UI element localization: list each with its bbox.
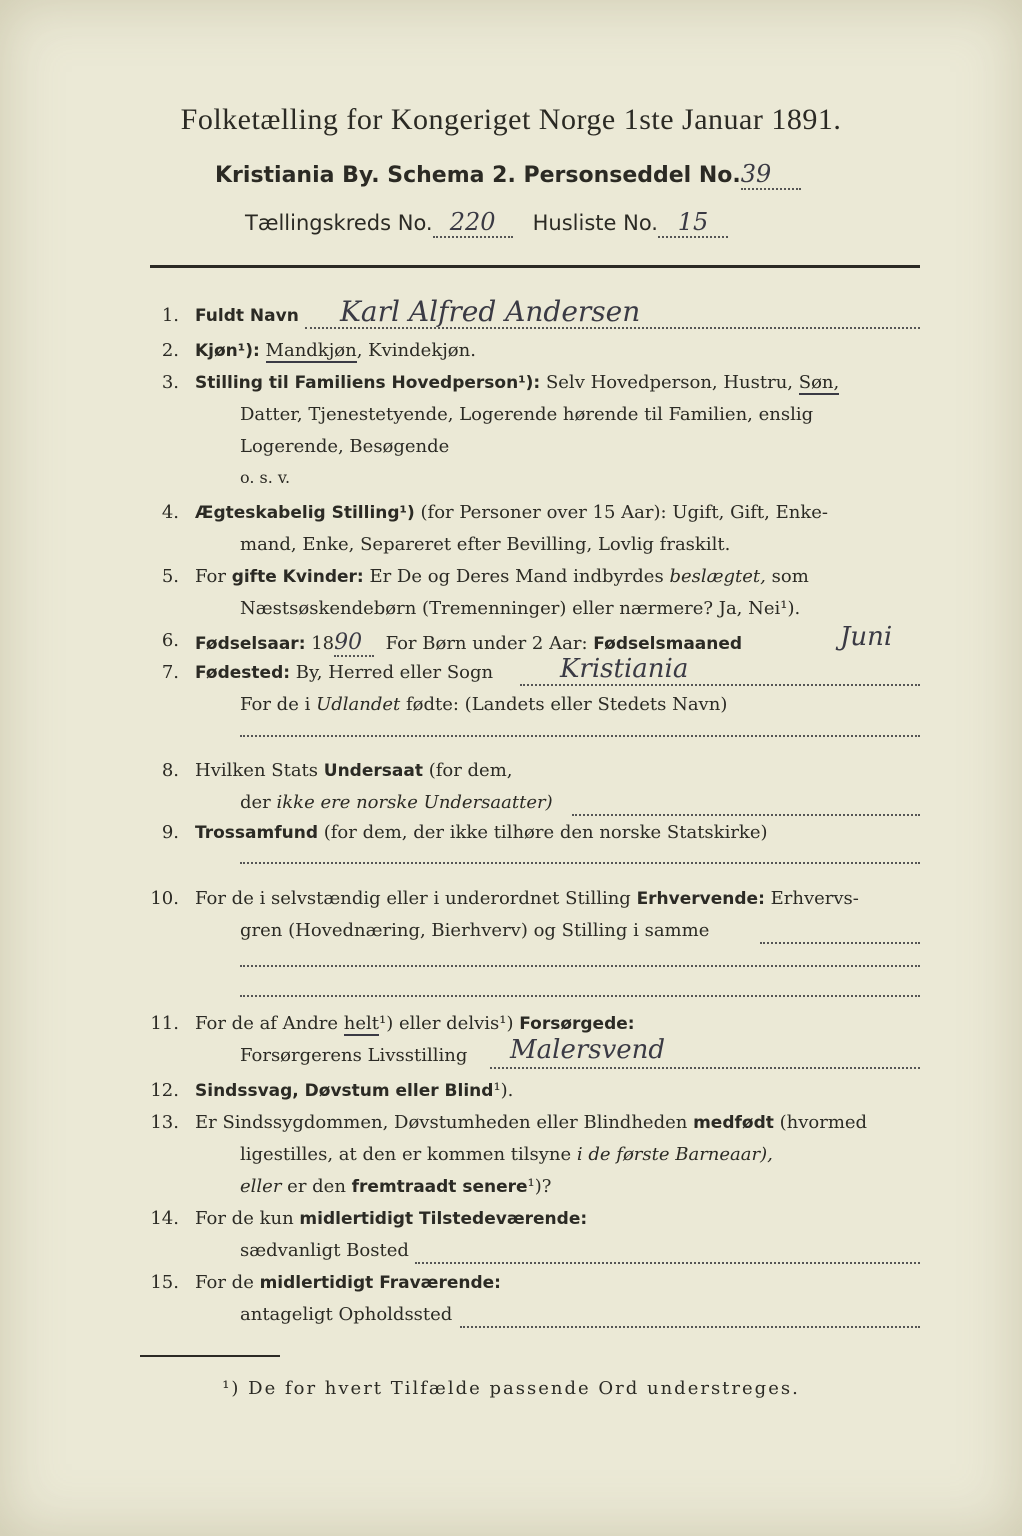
item-13: 13. Er Sindssygdommen, Døvstumheden eller Blindheden medfødt (hvormed — [150, 1112, 868, 1133]
full-name-label: Fuldt Navn — [195, 306, 299, 326]
birth-month-answer: Juni — [840, 622, 893, 652]
item-5: 5. For gifte Kvinder: Er De og Deres Mand indbyrdes beslægtet, som — [161, 566, 809, 587]
census-form-page: Folketælling for Kongeriget Norge 1ste Januar 1891. Kristiania By. Schema 2. Personseddel No.39 Tællingskreds No. 220 Husliste No. 15 1. Fuldt Navn Karl Alfred Andersen 2. Kjøn¹): Mandkjøn, Kvindekjøn. 3. Stilling til Familiens Hovedperson¹): Selv Hovedperson, Hustru, Søn, Datter, Tjenestetyende, Logerende hørende til Familien, enslig Logerende, Besøgende o. s. v. 4. Ægteskabelig Stilling¹) (for Personer over 15 Aar): Ugift, Gift, Enke- mand, Enke, Separeret efter Bevilling, Lovlig fraskilt. 5. For gifte Kvinder: Er De og Deres Mand indbyrdes beslægtet, som Næstsøskendebørn (Tremenninger) eller nærmere? Ja, Nei¹). 6. Fødselsaar: 1890 For Børn under 2 Aar: Fødselsmaaned Juni 7. Fødested: By, Herred eller Sogn Kristiania For de i Udlandet fødte: (Landets eller Stedets Navn) 8. Hvilken Stats Undersaat (for dem, der ikke ere norske Undersaatter) 9. Trossamfund (for dem, der ikke tilhøre den norske Statskirke) 10. For de i selvstændig eller i underordnet Stilling Erhvervende: Erhvervs- gren (Hovednæring, Bierhverv) og Stilling i samme 11. For de af Andre helt¹) eller delvis¹) Forsørgede: Forsørgerens Livsstilling Malersvend 12. Sindssvag, Døvstum eller Blind¹). 13. Er Sindssygdommen, Døvstumheden eller Blindheden medfødt (hvormed ligestilles, at den er kommen tilsyne i de første Barneaar), eller er den fremtraadt senere¹)? 14. For de kun midlertidigt Tilstedeværende: sædvanligt Bosted 15. For de midlertidigt Fraværende: antageligt Opholdssted ¹) De for hvert Tilfælde passende Ord understreges. — [0, 0, 1022, 1536]
item-7: 7. Fødested: By, Herred eller Sogn Kristiania — [0, 662, 1022, 692]
birthplace-answer: Kristiania — [560, 654, 689, 684]
schema-label: Kristiania By. Schema 2. Personseddel No. — [215, 163, 741, 188]
item-10: 10. For de i selvstændig eller i underordnet Stilling Erhvervende: Erhvervs- — [150, 888, 859, 909]
item-6: 6. Fødselsaar: 1890 For Børn under 2 Aar: Fødselsmaaned Juni — [161, 622, 893, 655]
item-12: 12. Sindssvag, Døvstum eller Blind¹). — [150, 1080, 514, 1101]
item-3: 3. Stilling til Familiens Hovedperson¹): Selv Hovedperson, Hustru, Søn, — [161, 372, 840, 393]
full-name-answer: Karl Alfred Andersen — [340, 295, 641, 328]
footnote-rule — [140, 1355, 280, 1357]
item-14: 14. For de kun midlertidigt Tilstedeværende: — [150, 1208, 588, 1229]
gender-selected: Mandkjøn — [265, 340, 357, 361]
relation-selected: Søn, — [798, 372, 840, 393]
schema-line — [215, 160, 801, 190]
item-4: 4. Ægteskabelig Stilling¹) (for Personer over 15 Aar): Ugift, Gift, Enke- — [161, 502, 828, 523]
provider-occupation-answer: Malersvend — [510, 1035, 666, 1065]
form-title: Folketælling for Kongeriget Norge 1ste Januar 1891. — [180, 103, 842, 136]
item-9: 9. Trossamfund (for dem, der ikke tilhøre den norske Statskirke) — [161, 822, 768, 843]
item-15: 15. For de midlertidigt Fraværende: — [150, 1272, 501, 1293]
item-2: 2. Kjøn¹): Mandkjøn, Kvindekjøn. — [161, 340, 476, 361]
footnote: ¹) De for hvert Tilfælde passende Ord understreges. — [222, 1378, 800, 1399]
kreds-number: 220 — [449, 208, 496, 236]
item-8: 8. Hvilken Stats Undersaat (for dem, — [161, 760, 513, 781]
kreds-label: Tællingskreds No. — [245, 211, 433, 235]
husliste-label: Husliste No. — [532, 211, 658, 235]
husliste-number: 15 — [677, 208, 709, 236]
support-selected: helt — [343, 1013, 380, 1034]
item-11: 11. For de af Andre helt¹) eller delvis¹) Forsørgede: — [150, 1013, 635, 1034]
item-1: 1. Fuldt Navn Karl Alfred Andersen — [0, 305, 1022, 335]
birth-year-answer: 90 — [334, 630, 363, 655]
personseddel-number: 39 — [740, 160, 772, 188]
header-rule — [150, 265, 920, 268]
kreds-line — [245, 208, 728, 238]
